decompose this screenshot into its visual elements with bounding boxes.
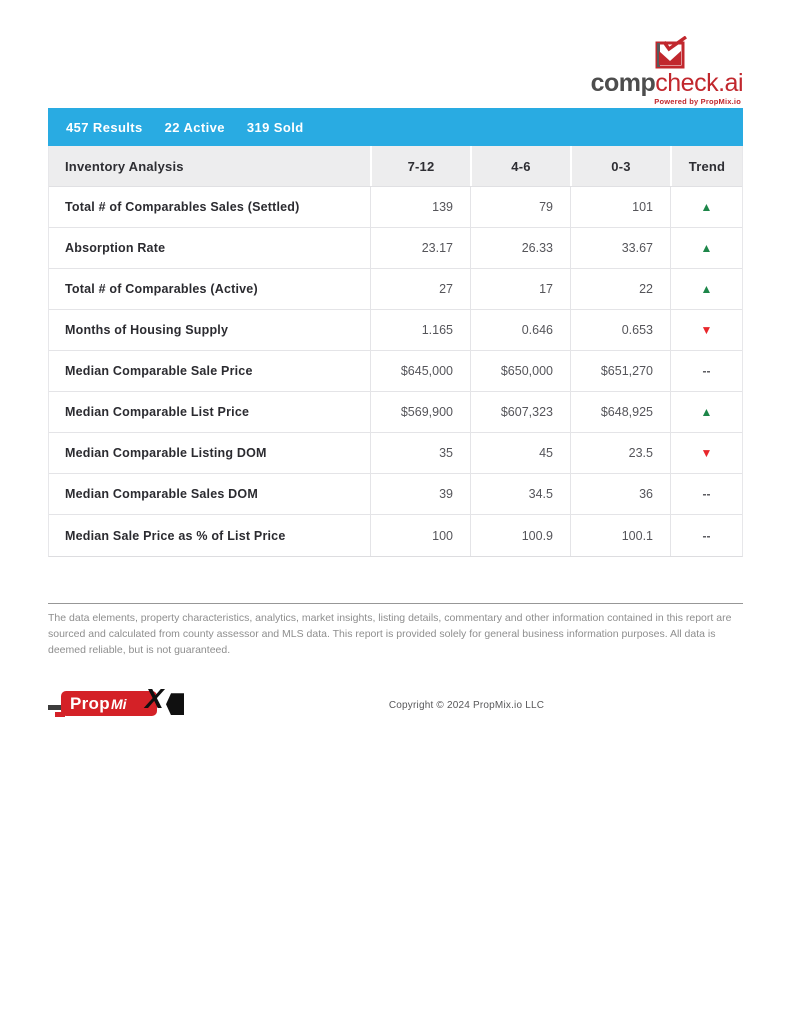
mail-check-icon (653, 36, 691, 70)
trend-indicator: -- (670, 351, 742, 391)
row-label: Median Sale Price as % of List Price (65, 528, 286, 543)
value-4-6: 100.9 (470, 515, 570, 556)
table-row (49, 228, 742, 269)
footer (48, 683, 743, 722)
row-label: Months of Housing Supply (65, 323, 229, 337)
row-label: Absorption Rate (65, 241, 166, 255)
table-row (49, 474, 742, 515)
propmix-logo-mi: Mi (110, 695, 127, 712)
propmix-logo-box (61, 691, 157, 716)
active-count: 22 Active (164, 119, 225, 135)
trend-indicator: ▲ (670, 228, 742, 268)
table-row (49, 515, 742, 556)
brand-wordmark (591, 70, 743, 96)
trend-indicator: ▲ (670, 269, 742, 309)
value-0-3: 22 (570, 269, 670, 309)
propmix-logo-flag (166, 693, 184, 715)
row-label: Median Comparable Sale Price (65, 364, 253, 378)
table-row (49, 433, 742, 474)
powered-by-label: Powered by PropMix.io (654, 97, 741, 107)
header-col-4-6: 4-6 (470, 146, 570, 186)
value-7-12: $569,900 (370, 392, 470, 432)
sold-count: 319 Sold (246, 119, 304, 135)
header-inventory-analysis: Inventory Analysis (65, 158, 184, 174)
value-0-3: 33.67 (570, 228, 670, 268)
header-col-trend: Trend (670, 146, 742, 186)
propmix-logo-dash-gray (48, 705, 61, 710)
value-0-3: 0.653 (570, 310, 670, 350)
value-0-3: 23.5 (570, 433, 670, 473)
row-label: Median Comparable List Price (65, 405, 250, 419)
table-row (49, 392, 742, 433)
value-4-6: 17 (470, 269, 570, 309)
results-count: 457 Results (66, 119, 143, 135)
value-7-12: 1.165 (370, 310, 470, 350)
propmix-logo-prop: Prop (70, 693, 110, 713)
trend-indicator: ▼ (670, 310, 742, 350)
value-4-6: 26.33 (470, 228, 570, 268)
brand-comp: comp (590, 69, 656, 97)
table-row (49, 310, 742, 351)
header (48, 0, 743, 108)
compcheck-logo (591, 36, 743, 106)
value-7-12: 23.17 (370, 228, 470, 268)
value-7-12: 35 (370, 433, 470, 473)
trend-indicator: ▲ (670, 392, 742, 432)
row-label: Median Comparable Sales DOM (65, 487, 258, 501)
table-header-row (49, 146, 742, 187)
table-row (49, 269, 742, 310)
propmix-logo (48, 683, 190, 722)
row-label: Total # of Comparables (Active) (65, 282, 258, 296)
brand-check: check.ai (655, 69, 743, 97)
value-4-6: 34.5 (470, 474, 570, 514)
table-row (49, 351, 742, 392)
divider-line (48, 603, 743, 604)
inventory-analysis-table (48, 146, 743, 557)
propmix-logo-x: X (145, 683, 164, 715)
value-0-3: 100.1 (570, 515, 670, 556)
value-7-12: 100 (370, 515, 470, 556)
value-4-6: 79 (470, 187, 570, 227)
value-4-6: 0.646 (470, 310, 570, 350)
value-4-6: $607,323 (470, 392, 570, 432)
row-label: Median Comparable Listing DOM (65, 446, 267, 460)
disclaimer-text: The data elements, property characteristics, analytics, market insights, listing details, commentary and other information contained in this report are sourced and calculated from county assessor and MLS data. This report is provided solely for general business information purposes. All data is deemed reliable, but is not guaranteed. (48, 612, 732, 656)
value-4-6: $650,000 (470, 351, 570, 391)
value-4-6: 45 (470, 433, 570, 473)
trend-indicator: ▼ (670, 433, 742, 473)
trend-indicator: ▲ (670, 187, 742, 227)
value-0-3: $648,925 (570, 392, 670, 432)
value-7-12: 39 (370, 474, 470, 514)
row-label: Total # of Comparables Sales (Settled) (65, 200, 300, 214)
summary-bar (48, 108, 743, 146)
value-7-12: 27 (370, 269, 470, 309)
header-col-7-12: 7-12 (370, 146, 470, 186)
value-7-12: $645,000 (370, 351, 470, 391)
value-0-3: 101 (570, 187, 670, 227)
header-col-0-3: 0-3 (570, 146, 670, 186)
trend-indicator: -- (670, 515, 742, 556)
copyright-text: Copyright © 2024 PropMix.io LLC (388, 699, 545, 711)
trend-indicator: -- (670, 474, 742, 514)
value-7-12: 139 (370, 187, 470, 227)
value-0-3: $651,270 (570, 351, 670, 391)
value-0-3: 36 (570, 474, 670, 514)
table-row (49, 187, 742, 228)
